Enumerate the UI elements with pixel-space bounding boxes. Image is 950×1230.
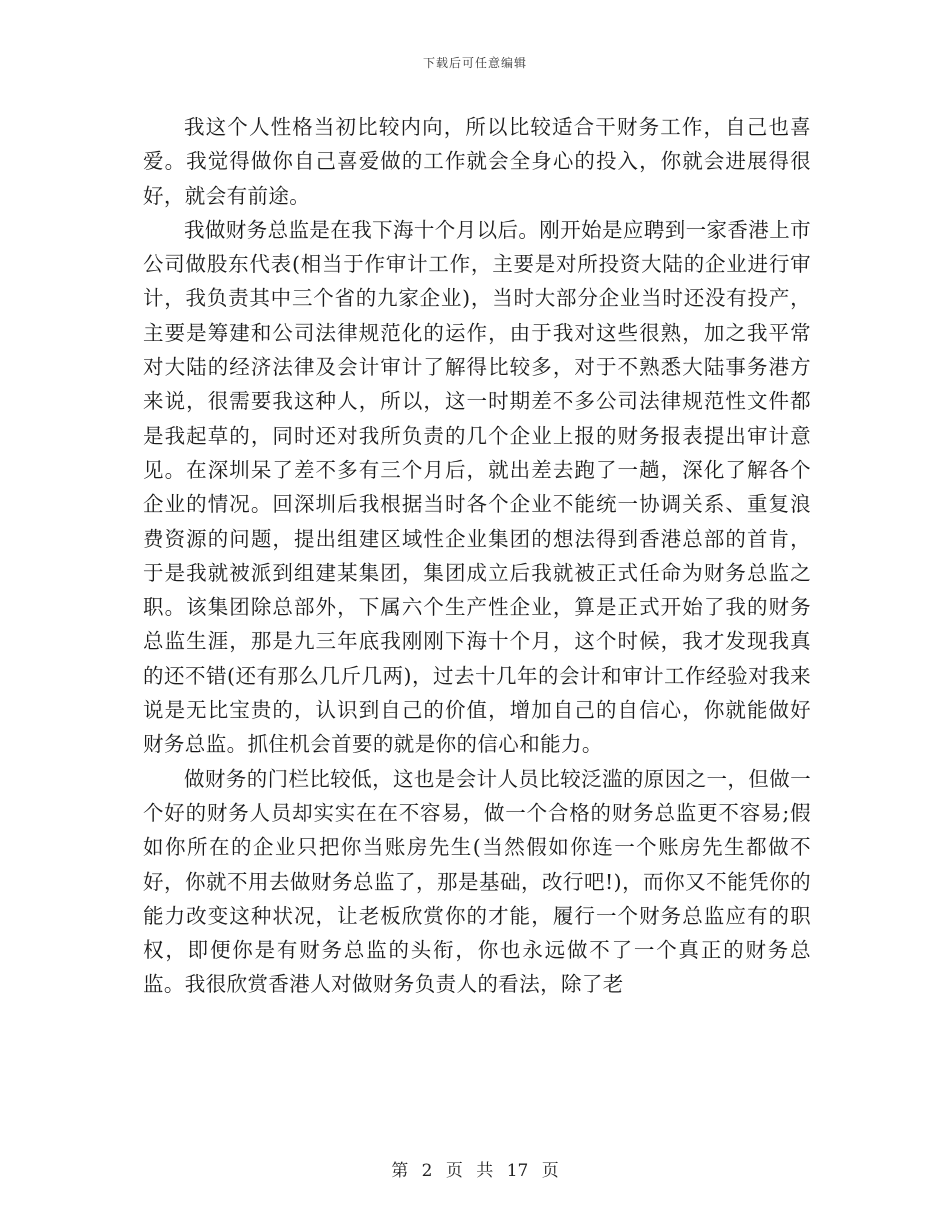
page-header-note: 下载后可任意编辑	[422, 56, 527, 70]
document-body	[143, 110, 811, 1002]
paragraph-3: 做财务的门栏比较低，这也是会计人员比较泛滥的原因之一，但做一个好的财务人员却实实在在不容易，做一个合格的财务总监更不容易;假如你所在的企业只把你当账房先生(当然假如你连一个账房先生都做不好，你就不用去做财务总监了，那是基础，改行吧!)，而你又不能凭你的能力改变这种状况，让老板欣赏你的才能，履行一个财务总监应有的职权，即便你是有财务总监的头衔，你也永远做不了一个真正的财务总监。我很欣赏香港人对做财务负责人的看法，除了老	[143, 766, 811, 997]
paragraph-1: 我这个人性格当初比较内向，所以比较适合干财务工作，自己也喜爱。我觉得做你自己喜爱做的工作就会全身心的投入，你就会进展得很好，就会有前途。	[143, 115, 811, 208]
paragraph-2: 我做财务总监是在我下海十个月以后。刚开始是应聘到一家香港上市公司做股东代表(相当于作审计工作，主要是对所投资大陆的企业进行审计，我负责其中三个省的九家企业)，当时大部分企业当时还没有投产，主要是筹建和公司法律规范化的运作，由于我对这些很熟，加之我平常对大陆的经济法律及会计审计了解得比较多，对于不熟悉大陆事务港方来说，很需要我这种人，所以，这一时期差不多公司法律规范性文件都是我起草的，同时还对我所负责的几个企业上报的财务报表提出审计意见。在深圳呆了差不多有三个月后，就出差去跑了一趟，深化了解各个企业的情况。回深圳后我根据当时各个企业不能统一协调关系、重复浪费资源的问题，提出组建区域性企业集团的想法得到香港总部的首肯，于是我就被派到组建某集团，集团成立后我就被正式任命为财务总监之职。该集团除总部外，下属六个生产性企业，算是正式开始了我的财务总监生涯，那是九三年底我刚刚下海十个月，这个时候，我才发现我真的还不错(还有那么几斤几两)，过去十几年的会计和审计工作经验对我来说是无比宝贵的，认识到自己的价值，增加自己的自信心，你就能做好财务总监。抓住机会首要的就是你的信心和能力。	[143, 217, 811, 757]
page-number-footer: 第 2 页 共 17 页	[391, 1161, 559, 1181]
